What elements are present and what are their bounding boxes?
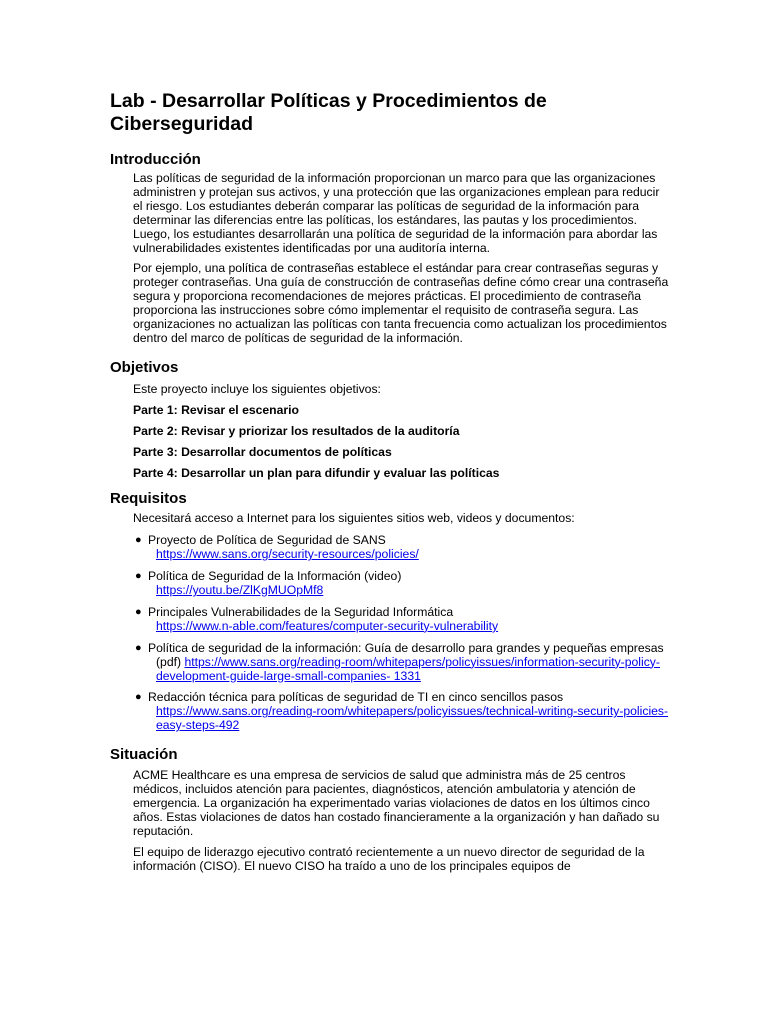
- requirement-link[interactable]: https://www.sans.org/reading-room/whitepapers/policyissues/technical-writing-security-policies-easy-steps-492: [156, 704, 669, 733]
- bullet-icon: ●: [135, 605, 142, 618]
- objectives-lead: Este proyecto incluye los siguientes objetivos:: [133, 381, 381, 396]
- list-item: [133, 534, 670, 562]
- list-item: [133, 642, 670, 684]
- objective-part-3: Parte 3: Desarrollar documentos de políticas: [133, 444, 392, 459]
- objectives-heading: Objetivos: [110, 358, 179, 376]
- bullet-icon: ●: [135, 691, 142, 704]
- requirements-heading: Requisitos: [110, 490, 187, 508]
- objective-part-2: Parte 2: Revisar y priorizar los resultados de la auditoría: [133, 423, 460, 438]
- requirement-link[interactable]: https://www.sans.org/reading-room/whitepapers/policyissues/information-security-policy-development-guide-large-small-companies- 1331: [156, 654, 660, 683]
- intro-heading: Introducción: [110, 151, 201, 168]
- requirement-label: Política de seguridad de la información: Guía de desarrollo para grandes y pequeñas empresas: [148, 640, 664, 655]
- intro-paragraph-1: Las políticas de seguridad de la información proporcionan un marco para que las organizaciones administren y protejan sus activos, y una protección que las organizaciones emplean para reducir el riesgo. Los estudiantes deberán comparar las políticas de seguridad de la información para determinar las diferencias entre las políticas, los estándares, las pautas y los procedimientos. Luego, los estudiantes desarrollarán una política de seguridad de la información para abordar las vulnerabilidades existentes identificadas por una auditoría interna.: [133, 171, 660, 255]
- bullet-icon: ●: [135, 570, 142, 583]
- objective-part-4: Parte 4: Desarrollar un plan para difundir y evaluar las políticas: [133, 465, 500, 480]
- objective-part-1: Parte 1: Revisar el escenario: [133, 402, 299, 417]
- list-item: [133, 570, 670, 598]
- requirement-label: Política de Seguridad de la Información (video): [148, 569, 402, 584]
- list-item: [133, 691, 670, 733]
- requirements-list: [110, 534, 670, 733]
- requirement-label: Proyecto de Política de Seguridad de SANS: [148, 533, 386, 548]
- situation-heading: Situación: [110, 746, 178, 764]
- requirements-lead: Necesitará acceso a Internet para los siguientes sitios web, videos y documentos:: [133, 511, 575, 526]
- situation-paragraph-1: ACME Healthcare es una empresa de servicios de salud que administra más de 25 centros médicos, incluidos atención para pacientes, diagnósticos, atención ambulatoria y atención de emergencia. La organización ha experimentado varias violaciones de datos en los últimos cinco años. Estas violaciones de datos han costado financieramente a la organización y han dañado su reputación.: [133, 768, 660, 838]
- bullet-icon: ●: [135, 534, 142, 547]
- requirement-label: Redacción técnica para políticas de seguridad de TI en cinco sencillos pasos: [148, 690, 564, 705]
- intro-paragraph-2: Por ejemplo, una política de contraseñas establece el estándar para crear contraseñas seguras y proteger contraseñas. Una guía de construcción de contraseñas define cómo crear una contraseña segura y proporciona recomendaciones de mejores prácticas. El procedimiento de contraseña proporciona las instrucciones sobre cómo implementar el requisito de contraseña segura. Las organizaciones no actualizan las políticas con tanta frecuencia como actualizan los procedimientos dentro del marco de políticas de seguridad de la información.: [133, 261, 669, 345]
- document-page: [110, 90, 670, 874]
- bullet-icon: ●: [135, 641, 142, 654]
- requirement-link[interactable]: https://youtu.be/ZlKgMUOpMf8: [156, 583, 324, 598]
- list-item: [133, 606, 670, 634]
- document-title: Lab - Desarrollar Políticas y Procedimientos de Ciberseguridad: [110, 90, 547, 135]
- requirement-link[interactable]: https://www.n-able.com/features/computer-security-vulnerability: [156, 618, 499, 633]
- pdf-prefix: (pdf): [156, 654, 185, 669]
- situation-paragraph-2: El equipo de liderazgo ejecutivo contrató recientemente a un nuevo director de seguridad de la información (CISO). El nuevo CISO ha traído a uno de los principales equipos de: [133, 844, 645, 873]
- requirement-label: Principales Vulnerabilidades de la Seguridad Informática: [148, 604, 454, 619]
- requirement-link[interactable]: https://www.sans.org/security-resources/policies/: [156, 547, 419, 562]
